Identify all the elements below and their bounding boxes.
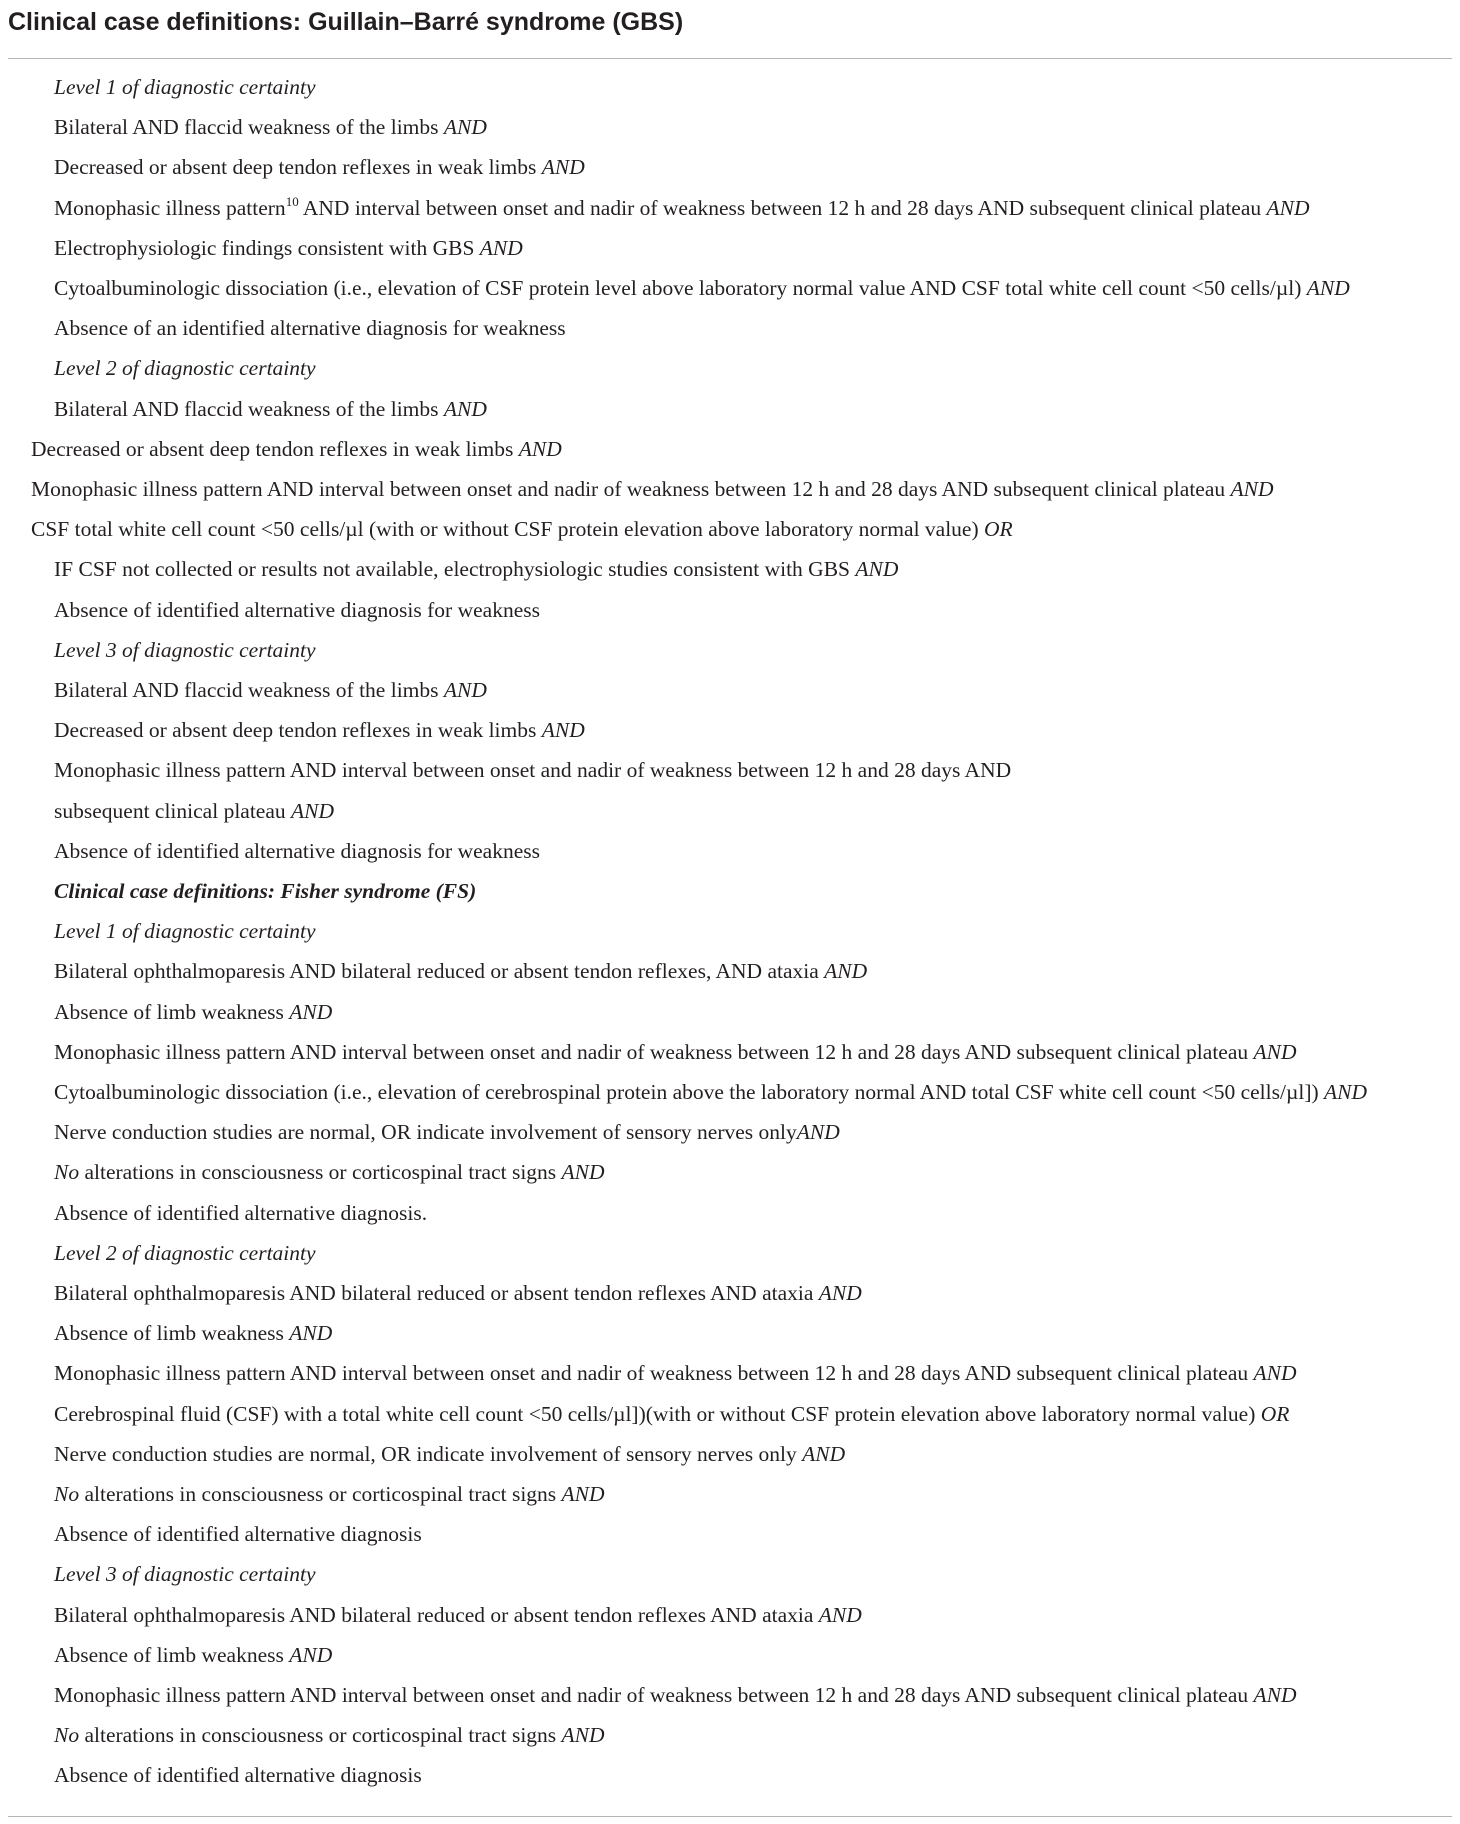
emphasis-text: AND xyxy=(1253,1683,1297,1707)
criteria-text: CSF total white cell count <50 cells/µl (with or without CSF protein elevation above laboratory normal value) xyxy=(31,517,985,542)
emphasis-text: AND xyxy=(561,1723,605,1748)
criteria-row xyxy=(54,1680,1297,1710)
criteria-text: Monophasic illness pattern xyxy=(54,195,286,220)
criteria-row xyxy=(54,1358,1297,1388)
emphasis-text: AND xyxy=(1324,1080,1368,1104)
criteria-text: Monophasic illness pattern AND interval between onset and nadir of weakness between 12 h and 28 days AND subsequent clinical plateau xyxy=(54,1039,1254,1064)
emphasis-text: OR xyxy=(984,517,1013,542)
criteria-row xyxy=(54,554,898,584)
criteria-row xyxy=(54,1519,422,1549)
emphasis-text: AND xyxy=(289,1642,333,1667)
emphasis-text: Level 2 of diagnostic certainty xyxy=(54,356,316,381)
section-heading xyxy=(54,72,316,102)
criteria-row xyxy=(54,1479,605,1509)
criteria-text: Absence of identified alternative diagnosis. xyxy=(54,1200,428,1225)
emphasis-text: AND xyxy=(818,1281,862,1305)
criteria-text: subsequent clinical plateau xyxy=(54,798,292,823)
criteria-row xyxy=(54,273,1350,303)
criteria-text: alterations in consciousness or corticospinal tract signs xyxy=(79,1723,562,1748)
criteria-row xyxy=(54,1720,605,1750)
criteria-row xyxy=(54,1278,862,1308)
emphasis-text: AND xyxy=(796,1120,840,1145)
criteria-text: Nerve conduction studies are normal, OR indicate involvement of sensory nerves only xyxy=(54,1441,803,1466)
emphasis-text: No xyxy=(54,1482,80,1506)
emphasis-text: AND xyxy=(443,678,487,702)
emphasis-text: Level 3 of diagnostic certainty xyxy=(54,1562,316,1587)
criteria-text: Decreased or absent deep tendon reflexes in weak limbs xyxy=(54,718,542,743)
criteria-text: Bilateral ophthalmoparesis AND bilateral reduced or absent tendon reflexes AND ataxia xyxy=(54,1602,819,1627)
emphasis-text: AND xyxy=(541,718,585,743)
criteria-row xyxy=(54,1318,332,1348)
emphasis-text: AND xyxy=(479,235,523,260)
criteria-row xyxy=(54,796,334,826)
criteria-text: Electrophysiologic findings consistent with GBS xyxy=(54,235,480,260)
emphasis-text: Level 1 of diagnostic certainty xyxy=(54,75,316,99)
criteria-text: Absence of identified alternative diagnosis for weakness xyxy=(54,597,540,622)
criteria-row xyxy=(54,755,1011,785)
criteria-row xyxy=(31,434,562,464)
criteria-text: Absence of identified alternative diagnosis xyxy=(54,1763,422,1788)
emphasis-text: AND xyxy=(289,999,333,1024)
criteria-text: Monophasic illness pattern AND interval between onset and nadir of weakness between 12 h and 28 days AND subsequent clinical plateau xyxy=(54,1361,1254,1386)
criteria-row xyxy=(54,1198,427,1228)
criteria-row xyxy=(54,313,566,343)
emphasis-text: AND xyxy=(443,396,487,421)
emphasis-text: AND xyxy=(561,1160,605,1185)
top-rule xyxy=(8,58,1452,59)
emphasis-text: AND xyxy=(1306,276,1350,300)
emphasis-text: AND xyxy=(1266,195,1310,220)
criteria-row xyxy=(54,1439,845,1469)
criteria-row xyxy=(54,112,487,142)
criteria-row xyxy=(54,956,867,986)
criteria-text: Bilateral AND flaccid weakness of the limbs xyxy=(54,678,444,702)
criteria-row xyxy=(54,1760,422,1790)
criteria-text: Monophasic illness pattern AND interval between onset and nadir of weakness between 12 h and 28 days AND subsequent clinical plateau xyxy=(54,1683,1254,1707)
criteria-row xyxy=(54,1399,1289,1429)
criteria-row xyxy=(54,1600,862,1630)
criteria-row xyxy=(54,715,585,745)
criteria-row xyxy=(54,394,487,424)
criteria-text: Bilateral AND flaccid weakness of the limbs xyxy=(54,396,444,421)
emphasis-text: AND xyxy=(855,557,899,582)
section-heading xyxy=(54,353,316,383)
emphasis-text: No xyxy=(54,1160,80,1185)
criteria-text: alterations in consciousness or corticospinal tract signs xyxy=(79,1482,562,1506)
criteria-row xyxy=(54,997,332,1027)
criteria-text: Cytoalbuminologic dissociation (i.e., elevation of CSF protein level above laboratory normal value AND CSF total white cell count <50 cells/µl) xyxy=(54,276,1307,300)
criteria-text: Absence of identified alternative diagnosis xyxy=(54,1522,422,1547)
emphasis-text: AND xyxy=(1253,1039,1297,1064)
emphasis-text: AND xyxy=(1230,477,1274,501)
bottom-rule xyxy=(8,1816,1452,1817)
criteria-text: IF CSF not collected or results not available, electrophysiologic studies consistent with GBS xyxy=(54,557,856,582)
criteria-row xyxy=(54,152,585,182)
emphasis-text: AND xyxy=(443,115,487,140)
emphasis-text: AND xyxy=(1253,1361,1297,1386)
criteria-row xyxy=(54,836,540,866)
criteria-text: Cytoalbuminologic dissociation (i.e., elevation of cerebrospinal protein above the laboratory normal AND total CSF white cell count <50 cells/µl]) xyxy=(54,1080,1325,1104)
criteria-row xyxy=(54,1640,332,1670)
criteria-text: Absence of limb weakness xyxy=(54,999,290,1024)
emphasis-text: AND xyxy=(291,798,335,823)
section-heading xyxy=(54,1559,316,1589)
criteria-text: Absence of limb weakness xyxy=(54,1321,290,1346)
criteria-text: Absence of identified alternative diagnosis for weakness xyxy=(54,838,540,863)
criteria-text: Monophasic illness pattern AND interval between onset and nadir of weakness between 12 h and 28 days AND xyxy=(54,758,1012,783)
emphasis-text: AND xyxy=(541,155,585,180)
emphasis-text: Level 2 of diagnostic certainty xyxy=(54,1240,316,1265)
section-heading xyxy=(54,1238,316,1268)
criteria-row xyxy=(54,233,523,263)
criteria-text: Absence of an identified alternative diagnosis for weakness xyxy=(54,316,566,341)
criteria-text: AND interval between onset and nadir of weakness between 12 h and 28 days AND subsequent clinical plateau xyxy=(298,195,1267,220)
table-title: Clinical case definitions: Guillain–Barré syndrome (GBS) xyxy=(8,8,684,36)
criteria-text: Absence of limb weakness xyxy=(54,1642,290,1667)
criteria-text: Bilateral AND flaccid weakness of the limbs xyxy=(54,115,444,140)
emphasis-text: OR xyxy=(1260,1401,1290,1426)
criteria-text: Cerebrospinal fluid (CSF) with a total white cell count <50 cells/µl])(with or without CSF protein elevation above laboratory normal value) xyxy=(54,1401,1261,1426)
emphasis-text: No xyxy=(54,1723,80,1748)
criteria-row xyxy=(54,193,1310,223)
criteria-row xyxy=(31,474,1274,504)
criteria-row xyxy=(54,675,487,705)
footnote-ref: 10 xyxy=(285,193,299,209)
emphasis-text: Level 1 of diagnostic certainty xyxy=(54,919,316,944)
criteria-row xyxy=(31,514,1013,544)
criteria-text: alterations in consciousness or corticospinal tract signs xyxy=(79,1160,562,1185)
criteria-text: Bilateral ophthalmoparesis AND bilateral reduced or absent tendon reflexes, AND ataxia xyxy=(54,959,825,984)
criteria-row xyxy=(54,1037,1297,1067)
criteria-text: Monophasic illness pattern AND interval between onset and nadir of weakness between 12 h and 28 days AND subsequent clinical plateau xyxy=(31,477,1231,501)
emphasis-text: AND xyxy=(802,1441,846,1466)
criteria-row xyxy=(54,1157,605,1187)
emphasis-text: AND xyxy=(289,1321,333,1346)
criteria-row xyxy=(54,1117,840,1147)
emphasis-text: AND xyxy=(824,959,868,984)
criteria-text: Decreased or absent deep tendon reflexes in weak limbs xyxy=(54,155,542,180)
criteria-row xyxy=(54,1077,1367,1107)
section-heading xyxy=(54,876,476,906)
criteria-row xyxy=(54,595,540,625)
emphasis-text: AND xyxy=(818,1602,862,1627)
criteria-text: Nerve conduction studies are normal, OR indicate involvement of sensory nerves only xyxy=(54,1120,797,1145)
criteria-text: Decreased or absent deep tendon reflexes in weak limbs xyxy=(31,436,519,461)
section-heading xyxy=(54,916,316,946)
emphasis-text: Level 3 of diagnostic certainty xyxy=(54,637,316,662)
emphasis-text: AND xyxy=(518,436,562,461)
section-heading xyxy=(54,635,316,665)
emphasis-text: AND xyxy=(561,1482,605,1506)
emphasis-text: Clinical case definitions: Fisher syndrome (FS) xyxy=(54,879,477,903)
criteria-text: Bilateral ophthalmoparesis AND bilateral reduced or absent tendon reflexes AND ataxia xyxy=(54,1281,819,1305)
